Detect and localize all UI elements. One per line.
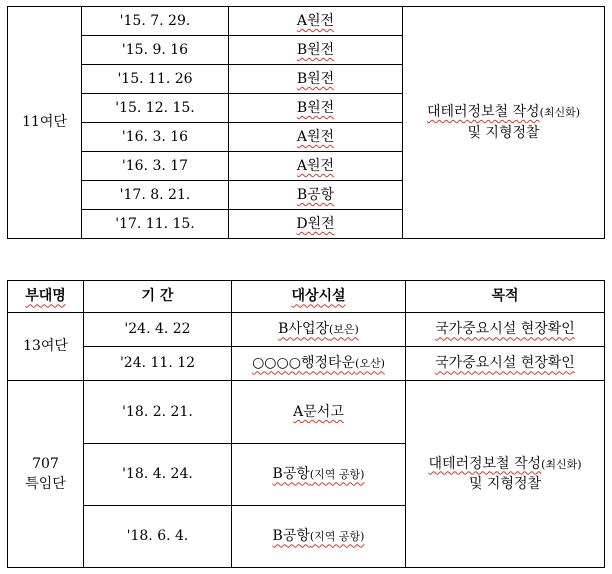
purpose-note: (최신화) (541, 457, 582, 471)
date-text: '15. 7. 29. (119, 12, 191, 29)
date-text: '18. 6. 4. (126, 528, 189, 545)
date-cell (84, 506, 232, 568)
table-11-brigade (7, 6, 605, 239)
header-unit (8, 281, 84, 313)
facility-text: B원전 (296, 70, 335, 87)
unit-name-line-1: 707 (32, 455, 59, 472)
header-row (8, 281, 605, 313)
purpose-cell (406, 313, 605, 347)
date-cell (82, 123, 229, 152)
purpose-note: (최신화) (539, 106, 581, 120)
table-row (8, 7, 605, 36)
unit-cell (8, 313, 84, 381)
facility-text: ○○○○행정타운 (252, 355, 356, 372)
unit-cell (8, 7, 82, 239)
date-text: '17. 8. 21. (119, 186, 191, 203)
date-cell (82, 181, 229, 210)
purpose-cell (406, 347, 605, 381)
header-purpose-text: 목적 (491, 288, 519, 305)
facility-text: A원전 (296, 128, 335, 145)
date-text: '17. 11. 15. (115, 215, 195, 232)
facility-note: (오산) (355, 357, 385, 371)
table-row (8, 381, 605, 444)
facility-cell (232, 313, 406, 347)
header-period-text: 기 간 (141, 288, 174, 305)
date-cell (82, 94, 229, 123)
facility-cell (229, 7, 403, 36)
facility-text: B사업장 (278, 321, 330, 338)
header-facility-text: 대상시설 (291, 288, 346, 305)
facility-text: B공항 (296, 186, 335, 203)
facility-cell (232, 444, 406, 506)
unit-name: 11여단 (22, 114, 67, 131)
date-cell (82, 7, 229, 36)
date-text: '16. 3. 17 (121, 157, 189, 174)
date-text: '16. 3. 16 (121, 128, 189, 145)
header-purpose (406, 281, 605, 313)
date-text: '24. 11. 12 (119, 355, 196, 372)
facility-note: (보은) (329, 323, 359, 337)
purpose-line-2: 및 지형정찰 (467, 124, 540, 141)
date-cell (82, 36, 229, 65)
facility-cell (229, 152, 403, 181)
facility-text: A문서고 (293, 403, 344, 420)
facility-cell (229, 36, 403, 65)
facility-cell (232, 381, 406, 444)
date-cell (84, 444, 232, 506)
date-cell (84, 313, 232, 347)
purpose-text: 국가중요시설 현장확인 (435, 321, 575, 338)
purpose-text: 국가중요시설 현장확인 (435, 355, 575, 372)
purpose-text: 대테러정보철 작성 (428, 455, 542, 472)
date-cell (82, 210, 229, 239)
facility-cell (229, 181, 403, 210)
date-cell (82, 152, 229, 181)
facility-cell (229, 210, 403, 239)
purpose-text: 대테러정보철 작성 (426, 104, 540, 121)
date-text: '24. 4. 22 (124, 321, 191, 338)
purpose-cell (406, 381, 605, 568)
purpose-line-2: 및 지형정찰 (468, 476, 542, 492)
date-text: '15. 12. 15. (115, 99, 195, 116)
facility-cell (229, 123, 403, 152)
purpose-cell (403, 7, 605, 239)
date-cell (84, 347, 232, 381)
purpose-line-1 (406, 454, 604, 474)
facility-text: B원전 (296, 99, 335, 116)
header-period (84, 281, 232, 313)
unit-cell (8, 381, 84, 568)
facility-text: A원전 (296, 12, 335, 29)
table-row (8, 313, 605, 347)
date-text: '18. 4. 24. (122, 466, 193, 483)
facility-text: B공항 (272, 528, 310, 545)
table-visits (7, 280, 605, 568)
table-row (8, 347, 605, 381)
facility-text: A원전 (296, 157, 335, 174)
unit-name-line-2: 특임단 (25, 476, 66, 492)
facility-text: D원전 (296, 215, 335, 232)
facility-cell (229, 94, 403, 123)
date-text: '18. 2. 21. (122, 403, 193, 420)
facility-cell (232, 506, 406, 568)
date-text: '15. 11. 26 (117, 70, 193, 87)
facility-text: B원전 (296, 41, 335, 58)
header-facility (232, 281, 406, 313)
date-cell (82, 65, 229, 94)
date-text: '15. 9. 16 (121, 41, 189, 58)
facility-text: B공항 (272, 466, 310, 483)
facility-note: (지역 공항) (309, 530, 365, 544)
unit-name: 13여단 (23, 338, 68, 355)
header-unit-text: 부대명 (25, 288, 66, 305)
facility-cell (232, 347, 406, 381)
facility-note: (지역 공항) (309, 468, 365, 482)
date-cell (84, 381, 232, 444)
purpose-line-1 (403, 102, 604, 122)
facility-cell (229, 65, 403, 94)
